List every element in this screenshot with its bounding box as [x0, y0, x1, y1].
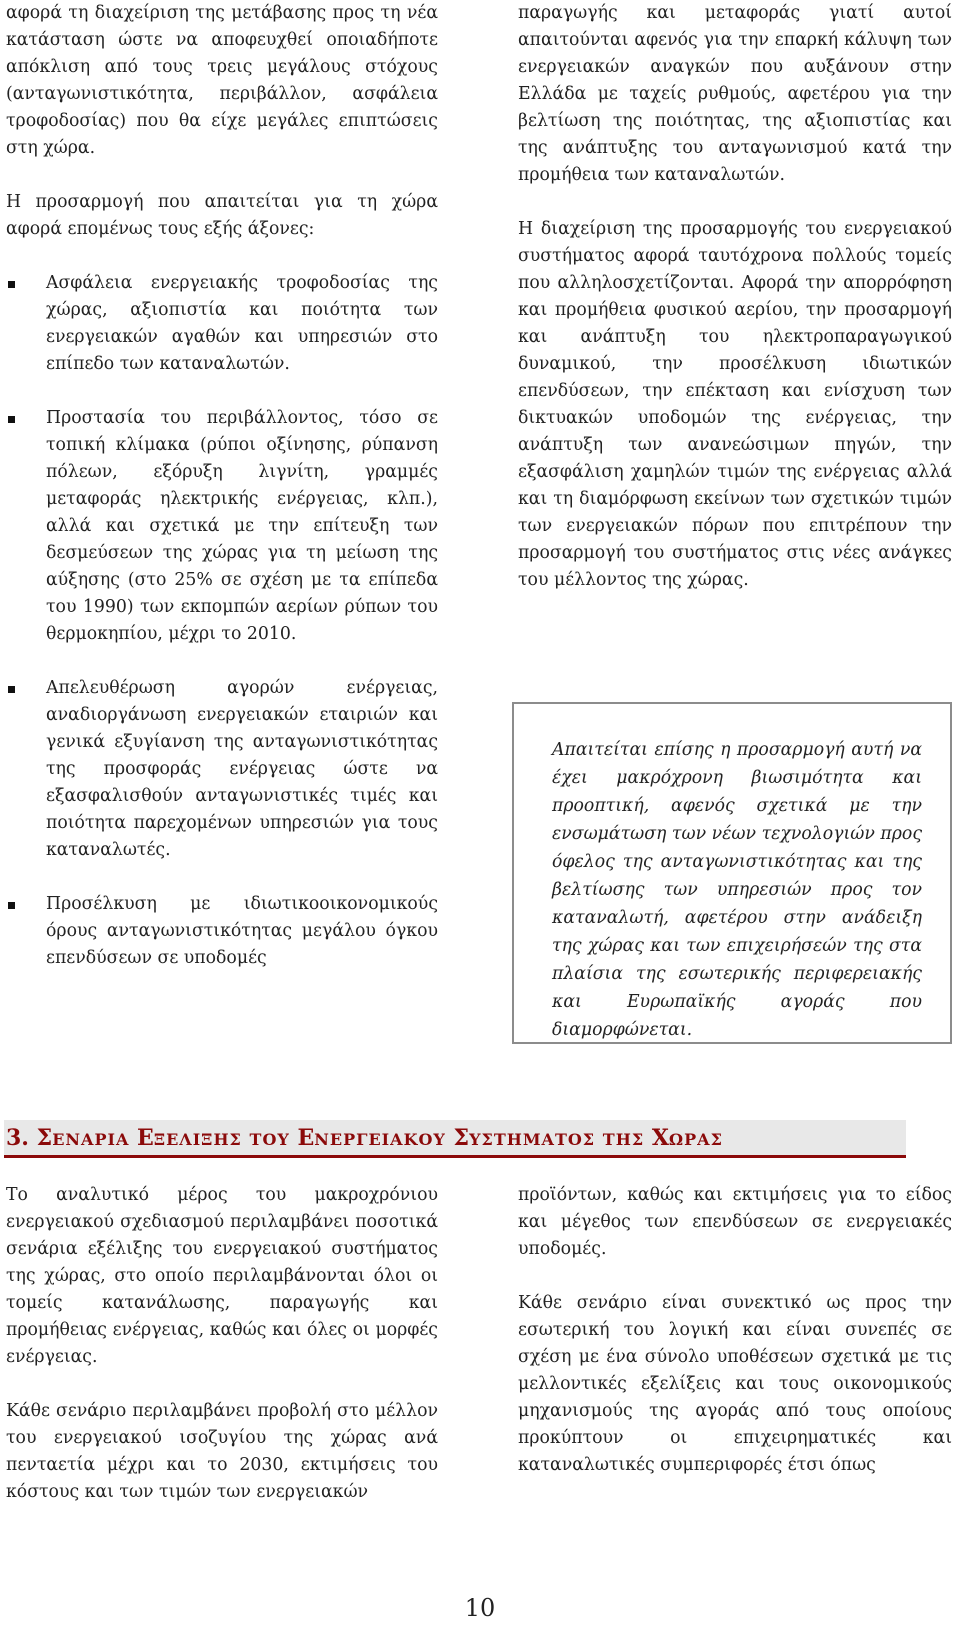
paragraph: Η διαχείριση της προσαρμογής του ενεργειακού συστήματος αφορά ταυτόχρονα πολλούς τομείς που αλληλοσχετίζονται. Αφορά την απορρόφηση και προμήθεια φυσικού αερίου, την προσαρμογή και ανάπτυξη του ηλεκτροπαραγωγικού δυναμικού, την προσέλκυση ιδιωτικών επενδύσεων, την επέκταση και ενίσχυση των δικτυακών υποδομών της ενέργειας, την ανάπτυξη των ανανεώσιμων πηγών, την εξασφάλιση χαμηλών τιμών της ενέργειας αλλά και τη διαμόρφωση εκείνων των σχετικών τιμών των ενεργειακών πόρων που επιτρέπουν την προσαρμογή του συστήματος στις νέες ανάγκες του μέλλοντος της χώρας. [518, 219, 952, 590]
callout-box [512, 702, 952, 1044]
top-left-column [6, 0, 438, 972]
section-heading: 3. ΣΕΝΑΡΙΑ ΕΞΕΛΙΞΗΣ ΤΟΥ ΕΝΕΡΓΕΙΑΚΟΥ ΣΥΣΤΗΜΑΤΟΣ ΤΗΣ ΧΩΡΑΣ [4, 1120, 906, 1156]
paragraph: Κάθε σενάριο είναι συνεκτικό ως προς την εσωτερική του λογική και είναι συνεπές σε σχέση με ένα σύνολο υποθέσεων σχετικά με τις μελλοντικές εξελίξεις και τους οικονομικούς μηχανισμούς της αγοράς από τους οποίους προκύπτουν οι επιχειρηματικές και καταναλωτικές συμπεριφορές έτσι όπως [518, 1293, 952, 1475]
callout-text: Απαιτείται επίσης η προσαρμογή αυτή να έχει μακρόχρονη βιωσιμότητα και προοπτική, αφενός σχετικά με την ενσωμάτωση των νέων τεχνολογιών προς όφελος της ανταγωνιστικότητας και της βελτίωσης των υπηρεσιών προς τον καταναλωτή, αφετέρου στην ανάδειξη της χώρας και των επιχειρήσεών της στα πλαίσια της εσωτερικής περιφερειακής και Ευρωπαϊκής αγοράς που διαμορφώνεται. [552, 740, 922, 1040]
bullet-item: Ασφάλεια ενεργειακής τροφοδοσίας της χώρας, αξιοπιστία και ποιότητα των ενεργειακών αγαθών και υπηρεσιών στο επίπεδο των καταναλωτών. [6, 270, 438, 378]
paragraph: προϊόντων, καθώς και εκτιμήσεις για το είδος και μέγεθος των επενδύσεων σε ενεργειακές υποδομές. [518, 1185, 952, 1259]
paragraph: Το αναλυτικό μέρος του μακροχρόνιου ενεργειακού σχεδιασμού περιλαμβάνει ποσοτικά σενάρια εξέλιξης του ενεργειακού συστήματος της χώρας, στο οποίο περιλαμβάνονται όλοι οι τομείς κατανάλωσης, παραγωγής και προμήθειας ενέργειας, καθώς και όλες οι μορφές ενέργειας. [6, 1185, 438, 1367]
page-number: 10 [464, 1594, 496, 1622]
section-underline [4, 1155, 906, 1158]
bottom-left-column [6, 1182, 438, 1506]
section-number: 3. [6, 1125, 29, 1151]
top-right-column [518, 0, 952, 594]
paragraph: παραγωγής και μεταφοράς γιατί αυτοί απαιτούνται αφενός για την επαρκή κάλυψη των ενεργειακών αναγκών που αυξάνουν στην Ελλάδα με ταχείς ρυθμούς, αφετέρου για την βελτίωση της ποιότητας, της αξιοπιστίας και της ανάπτυξης του ανταγωνισμού κατά την προμήθεια των καταναλωτών. [518, 3, 952, 185]
bullet-item: Προσέλκυση με ιδιωτικοοικονομικούς όρους ανταγωνιστικότητας μεγάλου όγκου επενδύσεων σε υποδομές [6, 891, 438, 972]
bullet-item: Απελευθέρωση αγορών ενέργειας, αναδιοργάνωση ενεργειακών εταιριών και γενικά εξυγίανση της ανταγωνιστικότητας της προσφοράς ενέργειας ώστε να εξασφαλισθούν ανταγωνιστικές τιμές και ποιότητα παρεχομένων υπηρεσιών για τους καταναλωτές. [6, 675, 438, 864]
paragraph: Η προσαρμογή που απαιτείται για τη χώρα αφορά επομένως τους εξής άξονες: [6, 192, 438, 239]
paragraph: αφορά τη διαχείριση της μετάβασης προς τη νέα κατάσταση ώστε να αποφευχθεί οποιαδήποτε απόκλιση από τους τρεις μεγάλους στόχους (ανταγωνιστικότητα, περιβάλλον, ασφάλεια τροφοδοσίας) που θα είχε μεγάλες επιπτώσεις στη χώρα. [6, 3, 438, 158]
bottom-right-column [518, 1182, 952, 1479]
bullet-item: Προστασία του περιβάλλοντος, τόσο σε τοπική κλίμακα (ρύποι οξίνησης, ρύπανση πόλεων, εξόρυξη λιγνίτη, γραμμές μεταφοράς ηλεκτρικής ενέργειας, κλπ.), αλλά και σχετικά με την επίτευξη των δεσμεύσεων της χώρας για τη μείωση της αύξησης (στο 25% σε σχέση με τα επίπεδα του 1990) των εκπομπών αερίων ρύπων του θερμοκηπίου, μέχρι το 2010. [6, 405, 438, 648]
paragraph: Κάθε σενάριο περιλαμβάνει προβολή στο μέλλον του ενεργειακού ισοζυγίου της χώρας ανά πενταετία μέχρι και το 2030, εκτιμήσεις του κόστους και των τιμών των ενεργειακών [6, 1401, 438, 1502]
